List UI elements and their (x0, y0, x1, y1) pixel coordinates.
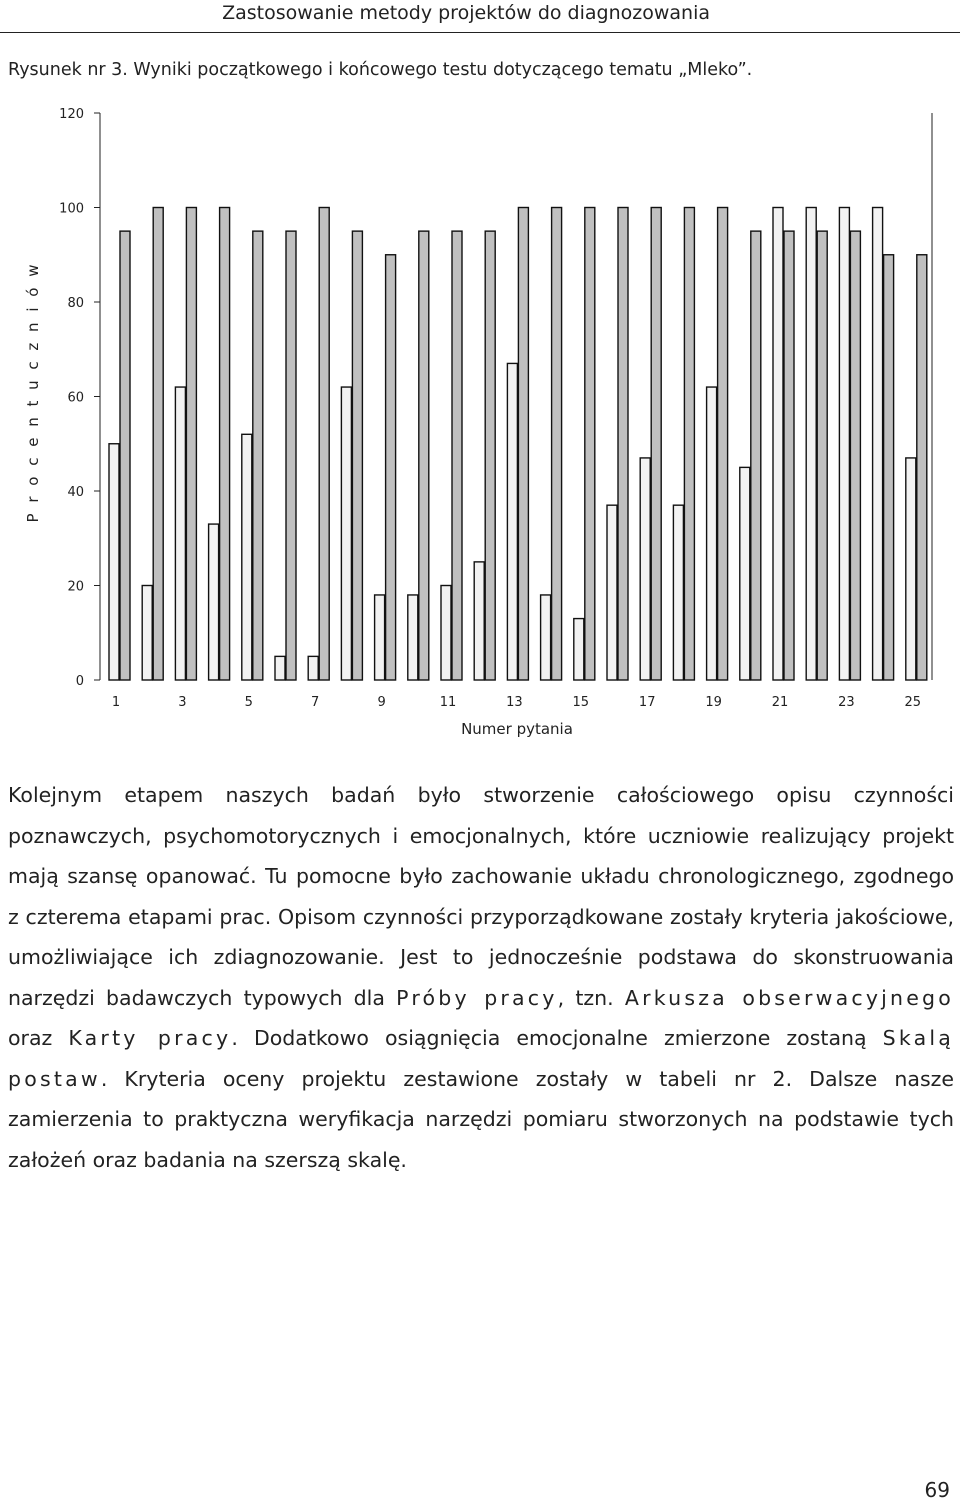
bar-final (186, 208, 196, 681)
bar-initial (740, 467, 750, 680)
running-title: Zastosowanie metody projektów do diagnozowania (222, 2, 710, 24)
bar-final (253, 231, 263, 680)
y-tick-label: 0 (75, 674, 84, 689)
body-text-part-3: oraz (8, 1026, 69, 1050)
body-paragraph (8, 775, 954, 1180)
bar-initial (109, 444, 119, 680)
bar-final (120, 231, 130, 680)
bar-final (817, 231, 827, 680)
bar-final (220, 208, 230, 681)
page-number: 69 (924, 1478, 950, 1502)
x-tick-label: 13 (506, 695, 523, 710)
bar-final (917, 255, 927, 680)
x-tick-label: 1 (111, 695, 121, 710)
x-tick-label: 21 (771, 695, 789, 710)
bar-final (518, 208, 528, 681)
x-tick-label: 3 (178, 695, 187, 710)
x-tick-label: 9 (377, 695, 386, 710)
bar-initial (275, 656, 285, 680)
y-tick-label: 60 (67, 390, 84, 406)
x-tick-label: 23 (838, 695, 855, 710)
x-tick-label: 19 (705, 695, 722, 710)
figure-caption: Rysunek nr 3. Wyniki początkowego i końcowego testu dotyczącego tematu „Mleko”. (8, 60, 753, 80)
x-tick-label: 11 (439, 695, 457, 710)
x-tick-label: 7 (311, 695, 320, 710)
y-tick-label: 40 (67, 485, 84, 500)
y-tick-label: 80 (67, 296, 84, 311)
bar-final (419, 231, 429, 680)
bar-final (585, 208, 595, 681)
bar-initial (607, 505, 617, 680)
bar-initial (906, 458, 916, 680)
bar-initial (707, 387, 717, 680)
y-axis-label: P r o c e n t u c z n i ó w (24, 261, 42, 523)
bar-final (386, 255, 396, 680)
bar-initial (773, 208, 783, 681)
bar-initial (142, 586, 152, 681)
y-tick-label: 100 (59, 201, 84, 217)
term-karta-pracy: Karty pracy (68, 1026, 232, 1050)
bar-final (850, 231, 860, 680)
body-text-part-5: . Kryteria oceny projektu zestawione zostały w tabeli nr 2. Dalsze nasze zamierzenia to praktyczna weryfikacja narzędzi pomiaru stworzonych na podstawie tych założeń oraz badania na szerszą skalę. (8, 1066, 954, 1172)
bar-initial (806, 208, 816, 681)
bar-initial (507, 363, 517, 680)
bar-initial (541, 595, 551, 680)
bar-final (552, 208, 562, 681)
bar-chart (0, 90, 960, 750)
body-text-part-2: , tzn. (557, 985, 625, 1010)
x-tick-label: 25 (904, 695, 922, 710)
bar-final (618, 208, 628, 681)
bar-initial (574, 619, 584, 680)
bar-final (651, 208, 661, 681)
page-header (0, 0, 960, 33)
term-proba-pracy: Próby pracy (396, 985, 558, 1010)
y-tick-label: 120 (59, 107, 84, 122)
bar-initial (474, 562, 484, 680)
body-text-part-4: . Dodatkowo osiągnięcia emocjonalne zmierzone zostaną (231, 1026, 883, 1050)
bar-final (684, 208, 694, 681)
bar-initial (175, 387, 185, 680)
term-arkusz-obserwacyjny: Arkusza obserwacyjnego (624, 985, 955, 1010)
bar-final (884, 255, 894, 680)
bar-initial (441, 586, 451, 681)
bar-final (286, 231, 296, 680)
bar-initial (408, 595, 418, 680)
y-tick-label: 20 (67, 579, 84, 595)
x-axis-label: Numer pytania (461, 720, 573, 738)
bar-final (153, 208, 163, 681)
bar-final (485, 231, 495, 680)
bar-initial (209, 524, 219, 680)
term-skala-postaw: Skalą postaw (8, 1026, 955, 1091)
bar-final (452, 231, 462, 680)
bar-final (319, 208, 329, 681)
body-text-part-1: Kolejnym etapem naszych badań było stworzenie całościowego opisu czynności poznawczych, psychomotorycznych i emocjonalnych, które uczniowie realizujący projekt mają szansę opanować. Tu pomocne było zachowanie układu chronologicznego, zgodnego z czterema etapami prac. Opisom czynności przyporządkowane zostały kryteria jakościowe, umożliwiające ich zdiagnozowanie. Jest to jednocześnie podstawa do skonstruowania narzędzi badawczych typowych dla (8, 783, 954, 1010)
bar-initial (341, 387, 351, 680)
bar-initial (640, 458, 650, 680)
bar-initial (375, 595, 385, 680)
x-tick-label: 17 (638, 695, 656, 710)
bar-final (718, 208, 728, 681)
x-tick-label: 15 (572, 695, 590, 710)
bar-final (751, 231, 761, 680)
bar-initial (242, 434, 252, 680)
bar-final (784, 231, 794, 680)
bar-initial (839, 208, 849, 681)
x-tick-label: 5 (244, 695, 253, 710)
bar-initial (673, 505, 683, 680)
bar-initial (873, 208, 883, 681)
bar-final (352, 231, 362, 680)
bar-initial (308, 656, 318, 680)
